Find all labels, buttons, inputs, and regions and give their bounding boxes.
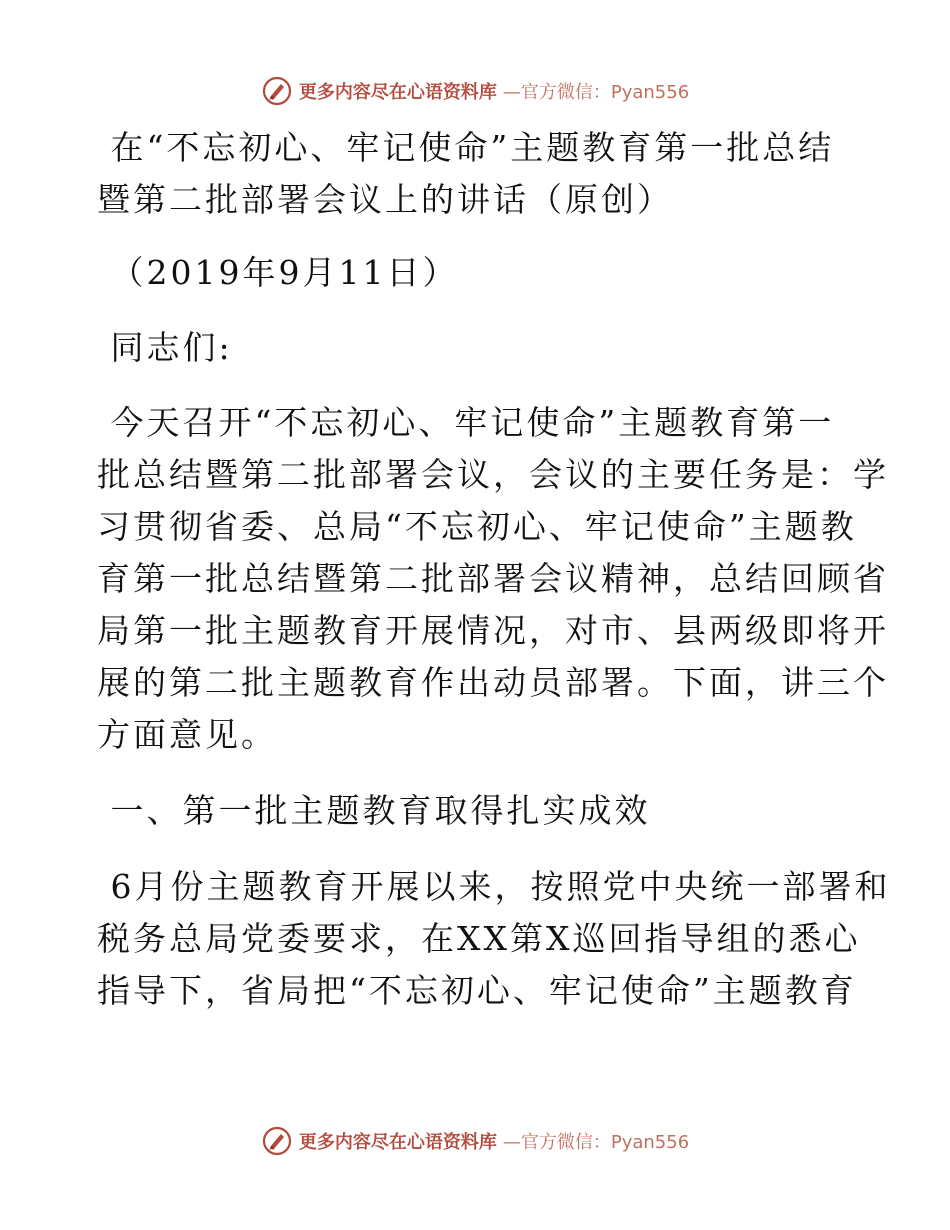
paragraph-1 xyxy=(97,397,889,761)
paragraph-2-line: 税务总局党委要求，在XX第X巡回指导组的悉心 xyxy=(97,919,861,958)
paragraph-1-line: 育第一批总结暨第二批部署会议精神，总结回顾省 xyxy=(97,559,889,598)
paragraph-2 xyxy=(97,861,891,1017)
header-banner-wechat-text: —官方微信：Pyan556 xyxy=(502,82,690,103)
paragraph-1-line: 展的第二批主题教育作出动员部署。下面，讲三个 xyxy=(97,663,889,702)
document-date: （2019年9月11日） xyxy=(97,253,459,292)
brand-logo-icon xyxy=(261,75,293,107)
paragraph-1-line: 今天召开“不忘初心、牢记使命”主题教育第一 xyxy=(97,403,835,442)
document-body xyxy=(97,122,891,1017)
brand-logo-icon xyxy=(261,1125,293,1157)
section-1-heading: 一、第一批主题教育取得扎实成效 xyxy=(97,791,651,830)
paragraph-1-line: 局第一批主题教育开展情况，对市、县两级即将开 xyxy=(97,611,889,650)
document-title xyxy=(97,122,857,226)
footer-banner-main-text: 更多内容尽在心语资料库 xyxy=(298,1132,497,1153)
paragraph-2-line: 6月份主题教育开展以来，按照党中央统一部署和 xyxy=(97,867,891,906)
salutation: 同志们: xyxy=(97,328,233,367)
header-watermark-banner xyxy=(0,71,950,111)
paragraph-1-line: 方面意见。 xyxy=(97,715,277,754)
paragraph-1-line: 习贯彻省委、总局“不忘初心、牢记使命”主题教 xyxy=(97,507,857,546)
footer-banner-wechat-text: —官方微信：Pyan556 xyxy=(502,1132,690,1153)
title-line-1: 在“不忘初心、牢记使命”主题教育第一批总结 xyxy=(97,128,835,167)
footer-watermark-banner xyxy=(0,1121,950,1161)
header-banner-main-text: 更多内容尽在心语资料库 xyxy=(298,82,497,103)
title-line-2: 暨第二批部署会议上的讲话（原创） xyxy=(97,180,673,219)
paragraph-2-line: 指导下，省局把“不忘初心、牢记使命”主题教育 xyxy=(97,971,857,1010)
paragraph-1-line: 批总结暨第二批部署会议，会议的主要任务是：学 xyxy=(97,455,889,494)
